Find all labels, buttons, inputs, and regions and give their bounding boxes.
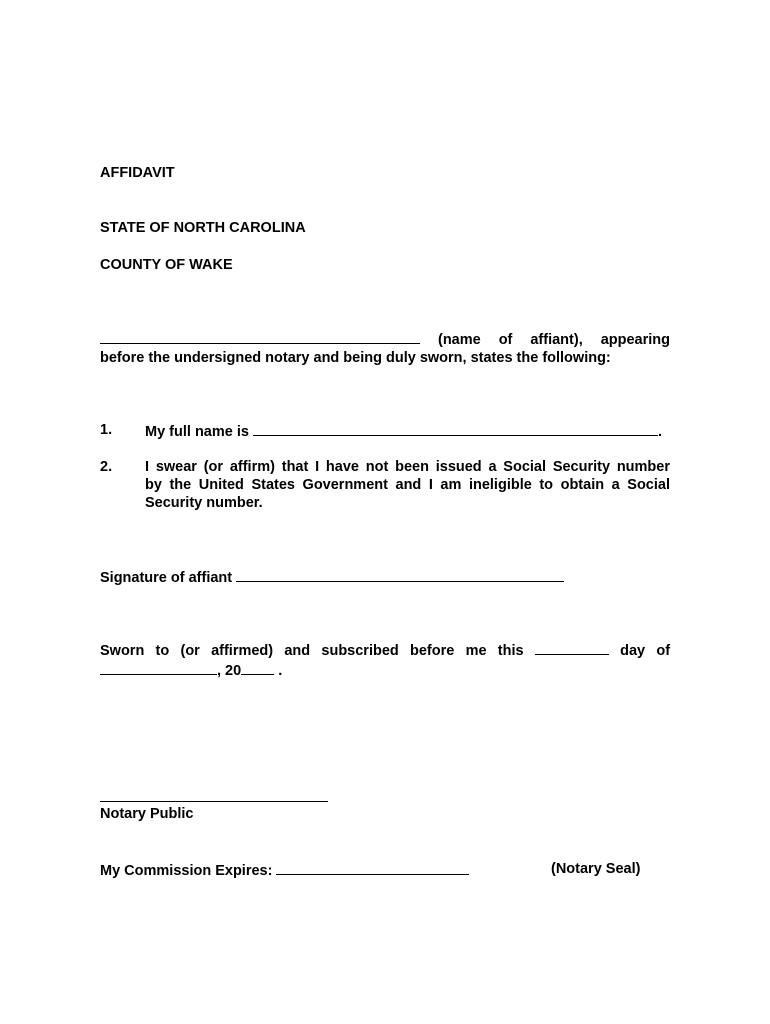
sworn-line2-end: . — [278, 663, 283, 679]
affiant-name-blank[interactable] — [100, 329, 420, 344]
signature-blank[interactable] — [236, 567, 564, 582]
day-blank[interactable] — [535, 640, 609, 655]
commission-line — [100, 860, 469, 880]
sworn-paragraph — [100, 640, 670, 680]
notary-label: Notary Public — [100, 806, 194, 822]
item-1-number: 1. — [100, 422, 113, 438]
county-heading: COUNTY OF WAKE — [100, 257, 233, 273]
sworn-line1-suffix: day of — [620, 643, 671, 659]
item-1-suffix: . — [657, 424, 663, 440]
item-1-text — [145, 421, 662, 441]
intro-paragraph — [100, 329, 670, 367]
notary-signature-rule[interactable] — [100, 801, 328, 802]
intro-line1-suffix: (name of affiant), appearing — [438, 332, 670, 348]
item-2-text — [145, 458, 670, 512]
document-title: AFFIDAVIT — [100, 165, 175, 181]
commission-label: My Commission Expires: — [100, 863, 273, 879]
item-2-number: 2. — [100, 459, 113, 475]
item-2-line-3: Security number. — [145, 495, 263, 511]
item-2-line-1: I swear (or affirm) that I have not been issued a Social Security number — [145, 459, 670, 475]
commission-blank[interactable] — [276, 860, 469, 875]
full-name-blank[interactable] — [253, 421, 658, 436]
month-blank[interactable] — [100, 660, 217, 675]
year-blank[interactable] — [241, 660, 274, 675]
item-1-prefix: My full name is — [145, 424, 249, 440]
state-heading: STATE OF NORTH CAROLINA — [100, 220, 306, 236]
notary-seal-label: (Notary Seal) — [551, 861, 641, 877]
sworn-year-prefix: , 20 — [217, 663, 242, 679]
signature-label: Signature of affiant — [100, 570, 233, 586]
item-2-line-2: by the United States Government and I am ineligible to obtain a Social — [145, 477, 670, 493]
sworn-line1-prefix: Sworn to (or affirmed) and subscribed before me this — [100, 643, 524, 659]
signature-line — [100, 567, 564, 587]
intro-line2: before the undersigned notary and being duly sworn, states the following: — [100, 350, 611, 366]
